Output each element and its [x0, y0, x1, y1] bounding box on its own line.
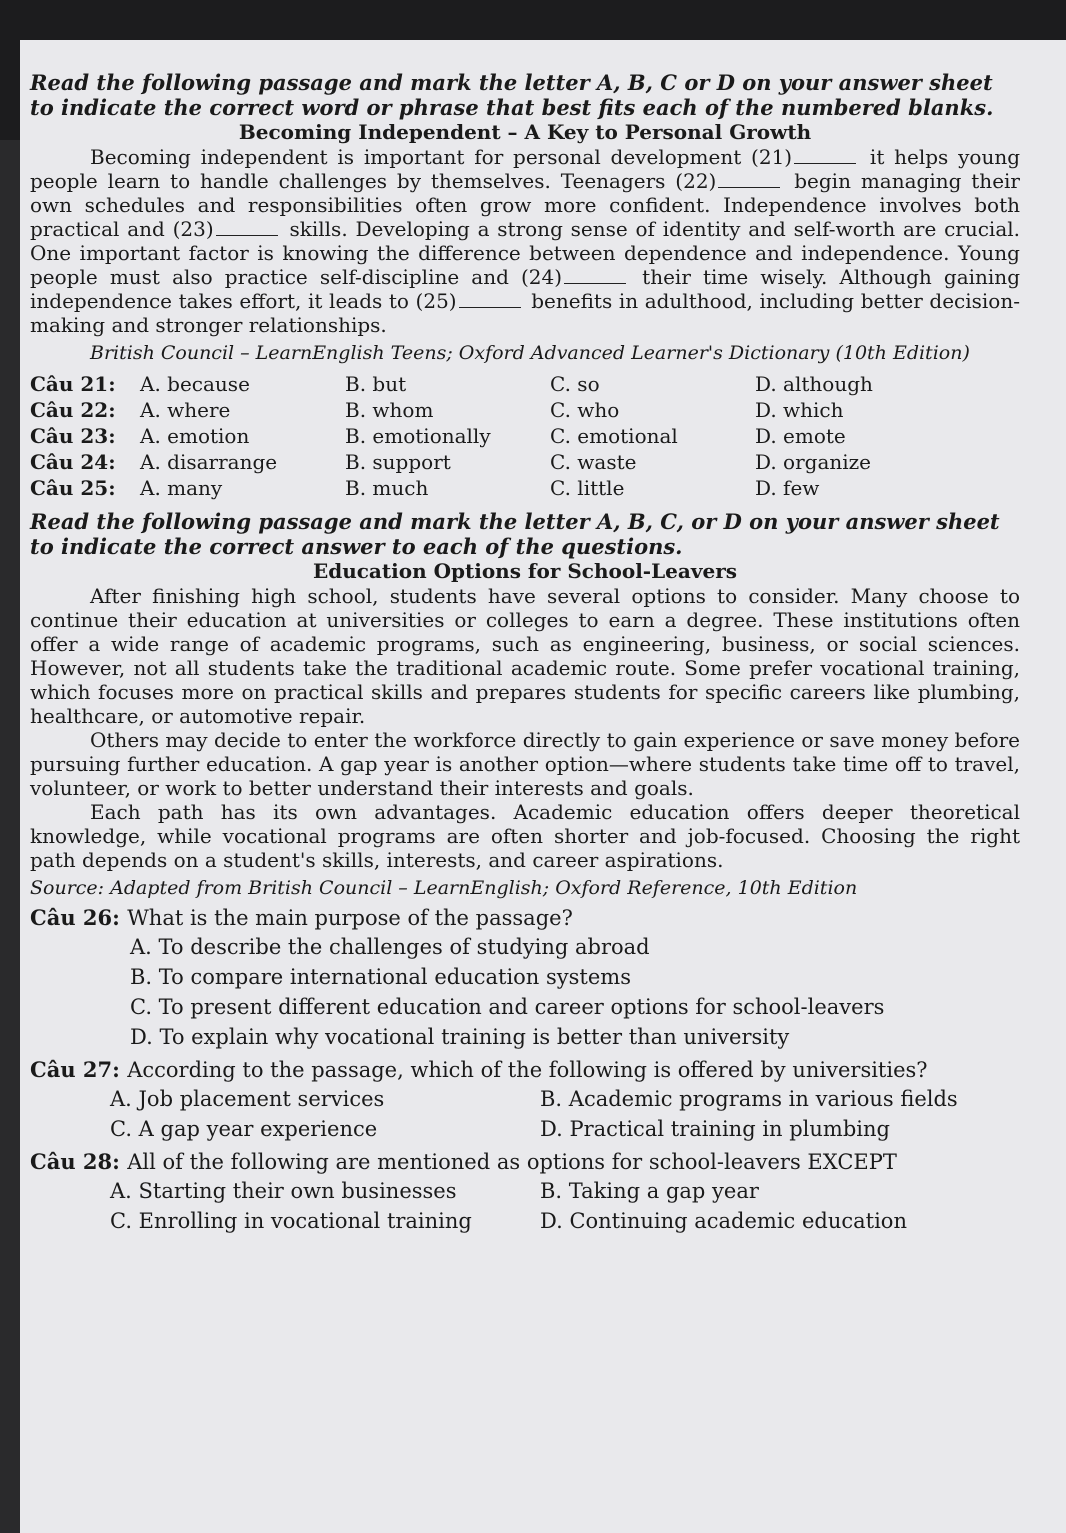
question-text: What is the main purpose of the passage?: [127, 906, 573, 930]
section1-source: British Council – LearnEnglish Teens; Oxford Advanced Learner's Dictionary (10th Edition): [90, 342, 970, 364]
option-b: B. Taking a gap year: [540, 1179, 759, 1203]
blank-23: [216, 221, 278, 236]
question-25: [30, 475, 1020, 501]
option-a: A. To describe the challenges of studying abroad: [130, 935, 650, 959]
option-d: D. Continuing academic education: [540, 1209, 907, 1233]
passage1-part3: begin managing their own schedules and responsibilities often grow more confident. Independence involves both practical and (23): [30, 169, 1020, 241]
question-23: [30, 423, 1020, 449]
question-number: Câu 26:: [30, 905, 120, 930]
option-a: A. disarrange: [140, 450, 278, 474]
blank-25: [459, 293, 521, 308]
question-28-stem: [30, 1148, 1020, 1176]
option-c: C. A gap year experience: [110, 1117, 378, 1141]
option-b: B. To compare international education systems: [130, 965, 631, 989]
section1-passage: [30, 145, 1020, 337]
question-27: [30, 1056, 1020, 1144]
question-26-stem: [30, 904, 1020, 932]
question-24: [30, 449, 1020, 475]
blank-24: [564, 269, 626, 284]
section1-instruction: Read the following passage and mark the letter A, B, C or D on your answer sheet to indicate the correct word or phrase that best fits each of the numbered blanks.: [30, 70, 994, 120]
option-a: A. Job placement services: [110, 1087, 385, 1111]
question-number: Câu 22:: [30, 398, 116, 422]
option-b: B. but: [345, 372, 407, 396]
section2-source: Source: Adapted from British Council – LearnEnglish; Oxford Reference, 10th Edition: [30, 877, 858, 899]
passage1-part5: their time wisely. Although gaining independence takes effort, it leads to (25): [30, 265, 1020, 313]
option-d: D. few: [755, 476, 820, 500]
passage1-part6: benefits in adulthood, including better decision-making and stronger relationships.: [30, 289, 1020, 337]
option-d: D. emote: [755, 424, 846, 448]
question-27-stem: [30, 1056, 1020, 1084]
section1-title: Becoming Independent – A Key to Personal Growth: [238, 120, 812, 144]
passage1-part1: Becoming independent is important for personal development (21): [90, 145, 793, 169]
option-d: D. although: [755, 372, 873, 396]
option-a: A. emotion: [140, 424, 250, 448]
option-c: C. waste: [550, 450, 637, 474]
questions-21-25: [30, 371, 1020, 501]
option-a: A. where: [140, 398, 231, 422]
option-c: C. who: [550, 398, 620, 422]
question-number: Câu 23:: [30, 424, 116, 448]
question-26: [30, 904, 1020, 1052]
question-21: [30, 371, 1020, 397]
option-d: D. organize: [755, 450, 872, 474]
option-c: C. so: [550, 372, 600, 396]
question-number: Câu 24:: [30, 450, 116, 474]
option-d: D. which: [755, 398, 844, 422]
option-a: A. many: [140, 476, 223, 500]
options-row-1: [30, 1176, 1020, 1206]
option-c: C. little: [550, 476, 625, 500]
worksheet-paper: [20, 40, 1066, 1533]
question-text: All of the following are mentioned as options for school-leavers EXCEPT: [127, 1150, 897, 1174]
worksheet-content: [30, 70, 1020, 1236]
question-text: According to the passage, which of the following is offered by universities?: [127, 1058, 928, 1082]
blank-22: [718, 173, 780, 188]
option-a: A. Starting their own businesses: [110, 1179, 457, 1203]
section2-paragraph-3: Each path has its own advantages. Academic education offers deeper theoretical knowledge, while vocational programs are often shorter and job-focused. Choosing the right path depends on a student's skills, interests, and career aspirations.: [30, 800, 1020, 872]
option-b: B. Academic programs in various fields: [540, 1087, 958, 1111]
option-b: B. emotionally: [345, 424, 491, 448]
question-22: [30, 397, 1020, 423]
option-c: C. To present different education and career options for school-leavers: [130, 995, 885, 1019]
option-c: C. emotional: [550, 424, 678, 448]
question-number: Câu 21:: [30, 372, 116, 396]
section2-paragraph-1: After finishing high school, students have several options to consider. Many choose to continue their education at universities or colleges to earn a degree. These institutions often offer a wide range of academic programs, such as engineering, business, or social sciences. However, not all students take the traditional academic route. Some prefer vocational training, which focuses more on practical skills and prepares students for specific careers like plumbing, healthcare, or automotive repair.: [30, 584, 1020, 728]
section2-instruction: Read the following passage and mark the letter A, B, C, or D on your answer sheet to indicate the correct answer to each of the questions.: [30, 509, 1000, 559]
section2-title: Education Options for School-Leavers: [312, 559, 737, 583]
question-number: Câu 28:: [30, 1149, 120, 1174]
question-number: Câu 27:: [30, 1057, 120, 1082]
option-b: B. whom: [345, 398, 434, 422]
option-a: A. because: [140, 372, 250, 396]
question-28: [30, 1148, 1020, 1236]
options-row-2: [30, 1114, 1020, 1144]
option-b: B. support: [345, 450, 451, 474]
options-row-1: [30, 1084, 1020, 1114]
section2-paragraph-2: Others may decide to enter the workforce directly to gain experience or save money before pursuing further education. A gap year is another option—where students take time off to travel, volunteer, or work to better understand their interests and goals.: [30, 728, 1020, 800]
options-row-2: [30, 1206, 1020, 1236]
option-c: C. Enrolling in vocational training: [110, 1209, 472, 1233]
option-b: B. much: [345, 476, 429, 500]
blank-21: [794, 149, 856, 164]
passage1-part4: skills. Developing a strong sense of identity and self-worth are crucial. One important factor is knowing the difference between dependence and independence. Young people must also practice self-discipline and (24): [30, 217, 1021, 289]
option-d: D. Practical training in plumbing: [540, 1117, 890, 1141]
question-number: Câu 25:: [30, 476, 116, 500]
option-d: D. To explain why vocational training is better than university: [130, 1025, 790, 1049]
passage1-part2: it helps young people learn to handle challenges by themselves. Teenagers (22): [30, 145, 1021, 193]
